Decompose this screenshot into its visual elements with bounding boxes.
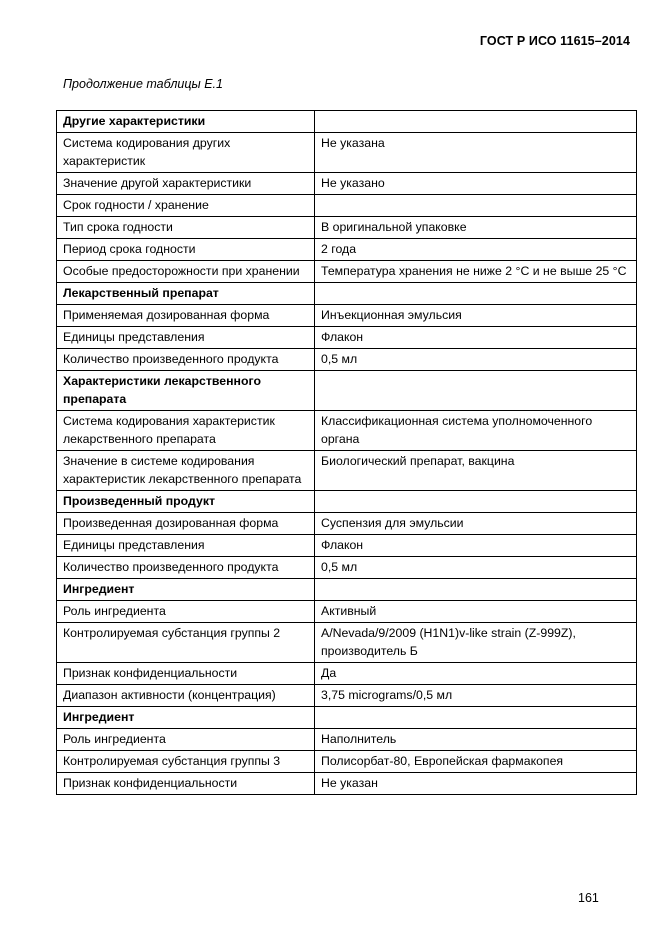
section-heading: Произведенный продукт	[57, 491, 315, 513]
row-value: Не указана	[315, 133, 637, 173]
table-row	[57, 217, 637, 239]
standard-header: ГОСТ Р ИСО 11615–2014	[479, 34, 630, 48]
row-label: Система кодирования других характеристик	[57, 133, 315, 173]
table-caption: Продолжение таблицы Е.1	[63, 77, 223, 91]
row-label: Срок годности / хранение	[57, 195, 315, 217]
row-value	[315, 579, 637, 601]
section-heading: Характеристики лекарственного препарата	[57, 371, 315, 411]
row-value: Полисорбат-80, Европейская фармакопея	[315, 751, 637, 773]
row-label: Количество произведенного продукта	[57, 349, 315, 371]
row-value	[315, 491, 637, 513]
row-value: 0,5 мл	[315, 349, 637, 371]
row-label: Система кодирования характеристик лекарственного препарата	[57, 411, 315, 451]
table-row	[57, 349, 637, 371]
row-value	[315, 707, 637, 729]
row-label: Период срока годности	[57, 239, 315, 261]
row-label: Произведенная дозированная форма	[57, 513, 315, 535]
row-value: Флакон	[315, 327, 637, 349]
section-row	[57, 283, 637, 305]
row-label: Единицы представления	[57, 327, 315, 349]
row-label: Количество произведенного продукта	[57, 557, 315, 579]
table-row	[57, 261, 637, 283]
row-label: Особые предосторожности при хранении	[57, 261, 315, 283]
section-row	[57, 491, 637, 513]
row-label: Значение в системе кодирования характеристик лекарственного препарата	[57, 451, 315, 491]
row-label: Применяемая дозированная форма	[57, 305, 315, 327]
row-value	[315, 195, 637, 217]
row-label: Значение другой характеристики	[57, 173, 315, 195]
table-row	[57, 513, 637, 535]
row-value	[315, 283, 637, 305]
table-row	[57, 411, 637, 451]
table-row	[57, 601, 637, 623]
row-value: Да	[315, 663, 637, 685]
row-label: Признак конфиденциальности	[57, 663, 315, 685]
table-row	[57, 663, 637, 685]
row-label: Единицы представления	[57, 535, 315, 557]
table-body	[57, 111, 637, 795]
row-value: Наполнитель	[315, 729, 637, 751]
table-row	[57, 773, 637, 795]
row-value: Классификационная система уполномоченного органа	[315, 411, 637, 451]
section-row	[57, 371, 637, 411]
table-row	[57, 173, 637, 195]
section-heading: Лекарственный препарат	[57, 283, 315, 305]
table-row	[57, 451, 637, 491]
row-label: Признак конфиденциальности	[57, 773, 315, 795]
characteristics-table	[56, 110, 637, 795]
row-value: 3,75 micrograms/0,5 мл	[315, 685, 637, 707]
row-label: Роль ингредиента	[57, 729, 315, 751]
section-row	[57, 111, 637, 133]
row-label: Контролируемая субстанция группы 3	[57, 751, 315, 773]
row-value	[315, 111, 637, 133]
row-value: 0,5 мл	[315, 557, 637, 579]
table-row	[57, 535, 637, 557]
row-value	[315, 371, 637, 411]
section-heading: Ингредиент	[57, 707, 315, 729]
table-row	[57, 751, 637, 773]
table-row	[57, 729, 637, 751]
row-value: Не указан	[315, 773, 637, 795]
row-value: A/Nevada/9/2009 (H1N1)v-like strain (Z-999Z), производитель Б	[315, 623, 637, 663]
table-row	[57, 195, 637, 217]
section-heading: Другие характеристики	[57, 111, 315, 133]
table-row	[57, 623, 637, 663]
row-value: Флакон	[315, 535, 637, 557]
row-label: Тип срока годности	[57, 217, 315, 239]
row-value: Инъекционная эмульсия	[315, 305, 637, 327]
row-value: Температура хранения не ниже 2 °С и не выше 25 °С	[315, 261, 637, 283]
section-heading: Ингредиент	[57, 579, 315, 601]
row-value: Не указано	[315, 173, 637, 195]
row-label: Контролируемая субстанция группы 2	[57, 623, 315, 663]
row-value: Суспензия для эмульсии	[315, 513, 637, 535]
row-value: Биологический препарат, вакцина	[315, 451, 637, 491]
row-value: В оригинальной упаковке	[315, 217, 637, 239]
section-row	[57, 707, 637, 729]
row-label: Диапазон активности (концентрация)	[57, 685, 315, 707]
table-row	[57, 305, 637, 327]
table-row	[57, 133, 637, 173]
table-row	[57, 557, 637, 579]
table-row	[57, 239, 637, 261]
page-number: 161	[578, 891, 599, 905]
row-value: 2 года	[315, 239, 637, 261]
row-value: Активный	[315, 601, 637, 623]
table-row	[57, 327, 637, 349]
table-row	[57, 685, 637, 707]
section-row	[57, 579, 637, 601]
row-label: Роль ингредиента	[57, 601, 315, 623]
